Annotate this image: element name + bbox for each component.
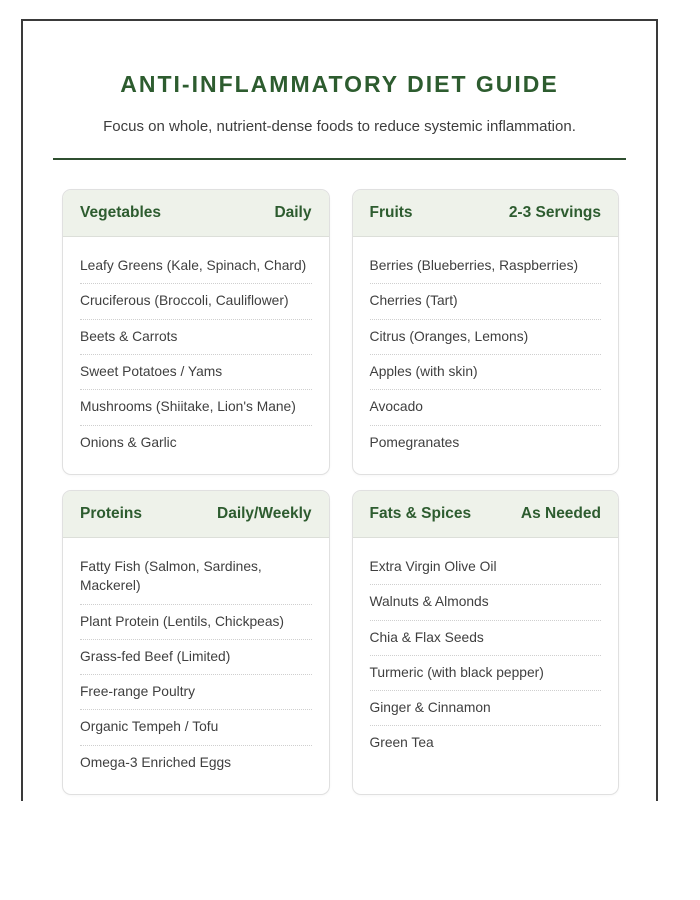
card-frequency-badge: Daily [274,204,312,221]
card-title: Fats & Spices [369,504,472,522]
list-item: Chia & Flax Seeds [370,621,602,656]
food-card [352,490,620,795]
card-title: Proteins [80,504,143,522]
food-card [352,189,620,475]
list-item: Beets & Carrots [80,320,312,355]
card-item-list [63,237,329,474]
card-frequency-badge: As Needed [520,504,601,522]
list-item: Ginger & Cinnamon [370,691,602,726]
page-subtitle: Focus on whole, nutrient-dense foods to reduce systemic inflammation. [103,118,576,135]
card-header [63,491,329,538]
card-header [63,190,329,237]
list-item: Berries (Blueberries, Raspberries) [370,249,602,284]
list-item: Free-range Poultry [80,675,312,710]
list-item: Plant Protein (Lentils, Chickpeas) [80,605,312,640]
card-item-list [353,237,619,474]
card-header [353,190,619,237]
page-title: ANTI-INFLAMMATORY DIET GUIDE [120,71,559,97]
card-item-list [63,538,329,794]
list-item: Green Tea [369,735,434,751]
food-card [62,189,330,475]
list-item: Onions & Garlic [80,434,177,450]
list-item: Omega-3 Enriched Eggs [80,754,232,770]
card-frequency-badge: 2-3 Servings [508,204,601,221]
list-item: Walnuts & Almonds [370,585,602,620]
card-header [353,491,619,538]
page-frame [21,19,658,801]
list-item: Leafy Greens (Kale, Spinach, Chard) [80,249,312,284]
list-item: Mushrooms (Shiitake, Lion's Mane) [80,390,312,425]
card-grid [62,189,619,795]
title-divider [53,158,626,160]
list-item: Extra Virgin Olive Oil [370,550,602,585]
card-title: Fruits [369,204,413,221]
list-item: Turmeric (with black pepper) [370,656,602,691]
list-item: Grass-fed Beef (Limited) [80,640,312,675]
list-item: Cherries (Tart) [370,284,602,319]
card-item-list [353,538,619,775]
list-item: Organic Tempeh / Tofu [80,710,312,745]
list-item: Fatty Fish (Salmon, Sardines, Mackerel) [80,550,312,605]
card-frequency-badge: Daily/Weekly [217,504,312,522]
list-item: Pomegranates [369,434,460,450]
list-item: Apples (with skin) [370,355,602,390]
card-title: Vegetables [80,204,161,221]
list-item: Citrus (Oranges, Lemons) [370,320,602,355]
list-item: Avocado [370,390,602,425]
list-item: Cruciferous (Broccoli, Cauliflower) [80,284,312,319]
food-card [62,490,330,795]
list-item: Sweet Potatoes / Yams [80,355,312,390]
